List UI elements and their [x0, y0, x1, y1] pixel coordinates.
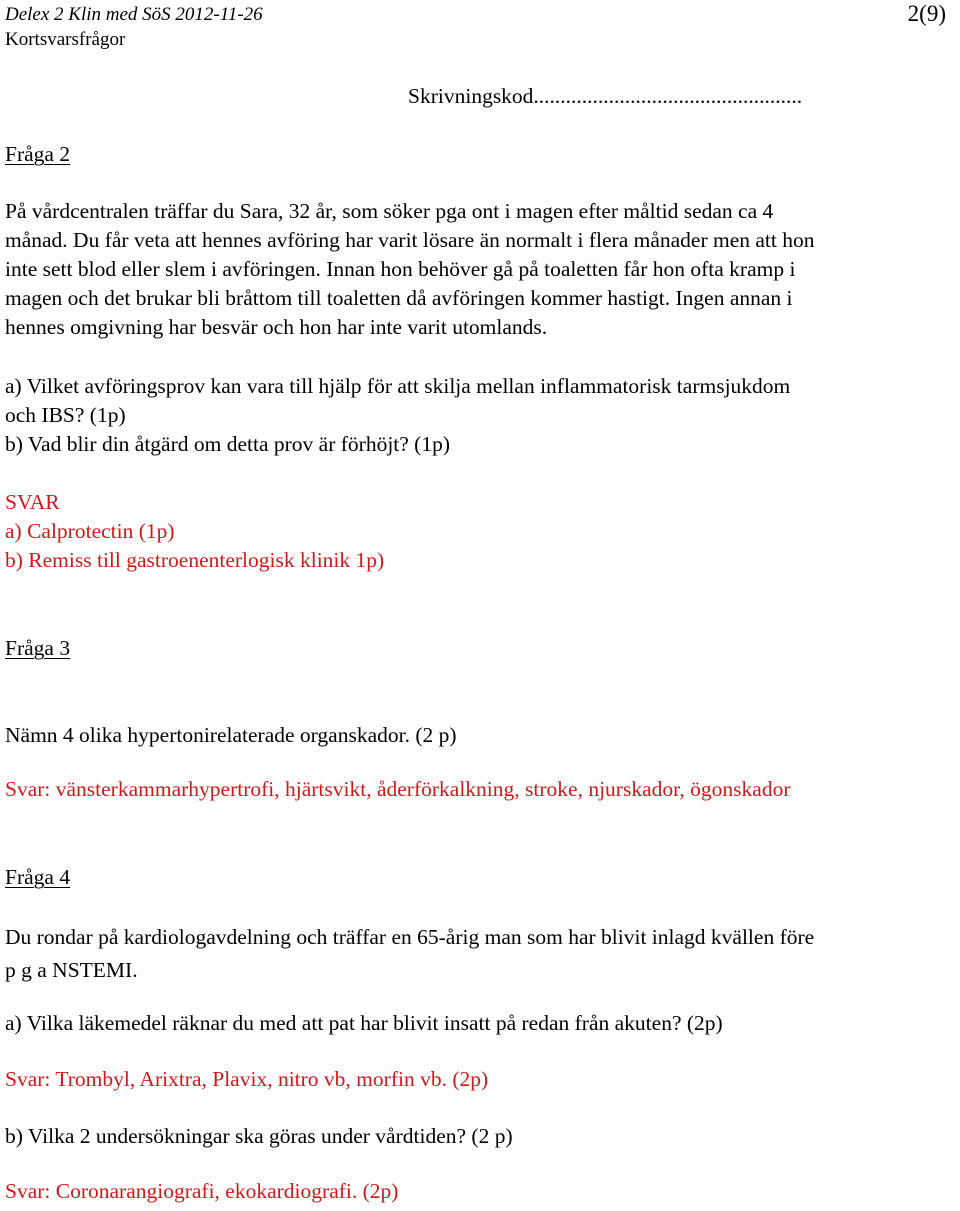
- question-2-heading: Fråga 2: [5, 142, 71, 166]
- question-3-prompt: Nämn 4 olika hypertonirelaterade organskador. (2 p): [5, 723, 457, 747]
- question-4-case: [5, 921, 960, 987]
- question-2-answer: [5, 488, 960, 575]
- question-3-heading: Fråga 3: [5, 636, 71, 660]
- question-4b-prompt: b) Vilka 2 undersökningar ska göras under vårdtiden? (2 p): [5, 1124, 513, 1148]
- case-line: På vårdcentralen träffar du Sara, 32 år, som söker pga ont i magen efter måltid sedan ca 4: [5, 199, 774, 223]
- question-4b-answer: Svar: Coronarangiografi, ekokardiografi. (2p): [5, 1179, 399, 1203]
- case-line: p g a NSTEMI.: [5, 958, 138, 982]
- header-course-line: Delex 2 Klin med SöS 2012-11-26: [5, 4, 263, 25]
- question-line: a) Vilket avföringsprov kan vara till hjälp för att skilja mellan inflammatorisk tarmsjukdom: [5, 374, 791, 398]
- question-4-heading: Fråga 4: [5, 865, 71, 889]
- exam-code-field: Skrivningskod..................................................: [408, 84, 803, 108]
- question-line: b) Vad blir din åtgärd om detta prov är förhöjt? (1p): [5, 432, 451, 456]
- case-line: inte sett blod eller slem i avföringen. Innan hon behöver gå på toaletten får hon ofta kramp i: [5, 257, 796, 281]
- question-2-case: [5, 197, 960, 342]
- header-subtitle: Kortsvarsfrågor: [5, 29, 126, 50]
- question-3-answer: Svar: vänsterkammarhypertrofi, hjärtsvikt, åderförkalkning, stroke, njurskador, ögonskador: [5, 777, 791, 801]
- question-line: och IBS? (1p): [5, 403, 126, 427]
- question-2-prompt: [5, 372, 960, 459]
- case-line: månad. Du får veta att hennes avföring har varit lösare än normalt i flera månader men att hon: [5, 228, 815, 252]
- answer-line: SVAR: [5, 490, 60, 514]
- page-number: 2(9): [907, 1, 946, 26]
- answer-line: a) Calprotectin (1p): [5, 519, 175, 543]
- case-line: magen och det brukar bli bråttom till toaletten då avföringen kommer hastigt. Ingen annan i: [5, 286, 793, 310]
- case-line: Du rondar på kardiologavdelning och träffar en 65-årig man som har blivit inlagd kvällen före: [5, 925, 815, 949]
- question-4a-answer: Svar: Trombyl, Arixtra, Plavix, nitro vb, morfin vb. (2p): [5, 1067, 489, 1091]
- case-line: hennes omgivning har besvär och hon har inte varit utomlands.: [5, 315, 548, 339]
- question-4a-prompt: a) Vilka läkemedel räknar du med att pat har blivit insatt på redan från akuten? (2p): [5, 1011, 723, 1035]
- answer-line: b) Remiss till gastroenenterlogisk klinik 1p): [5, 548, 385, 572]
